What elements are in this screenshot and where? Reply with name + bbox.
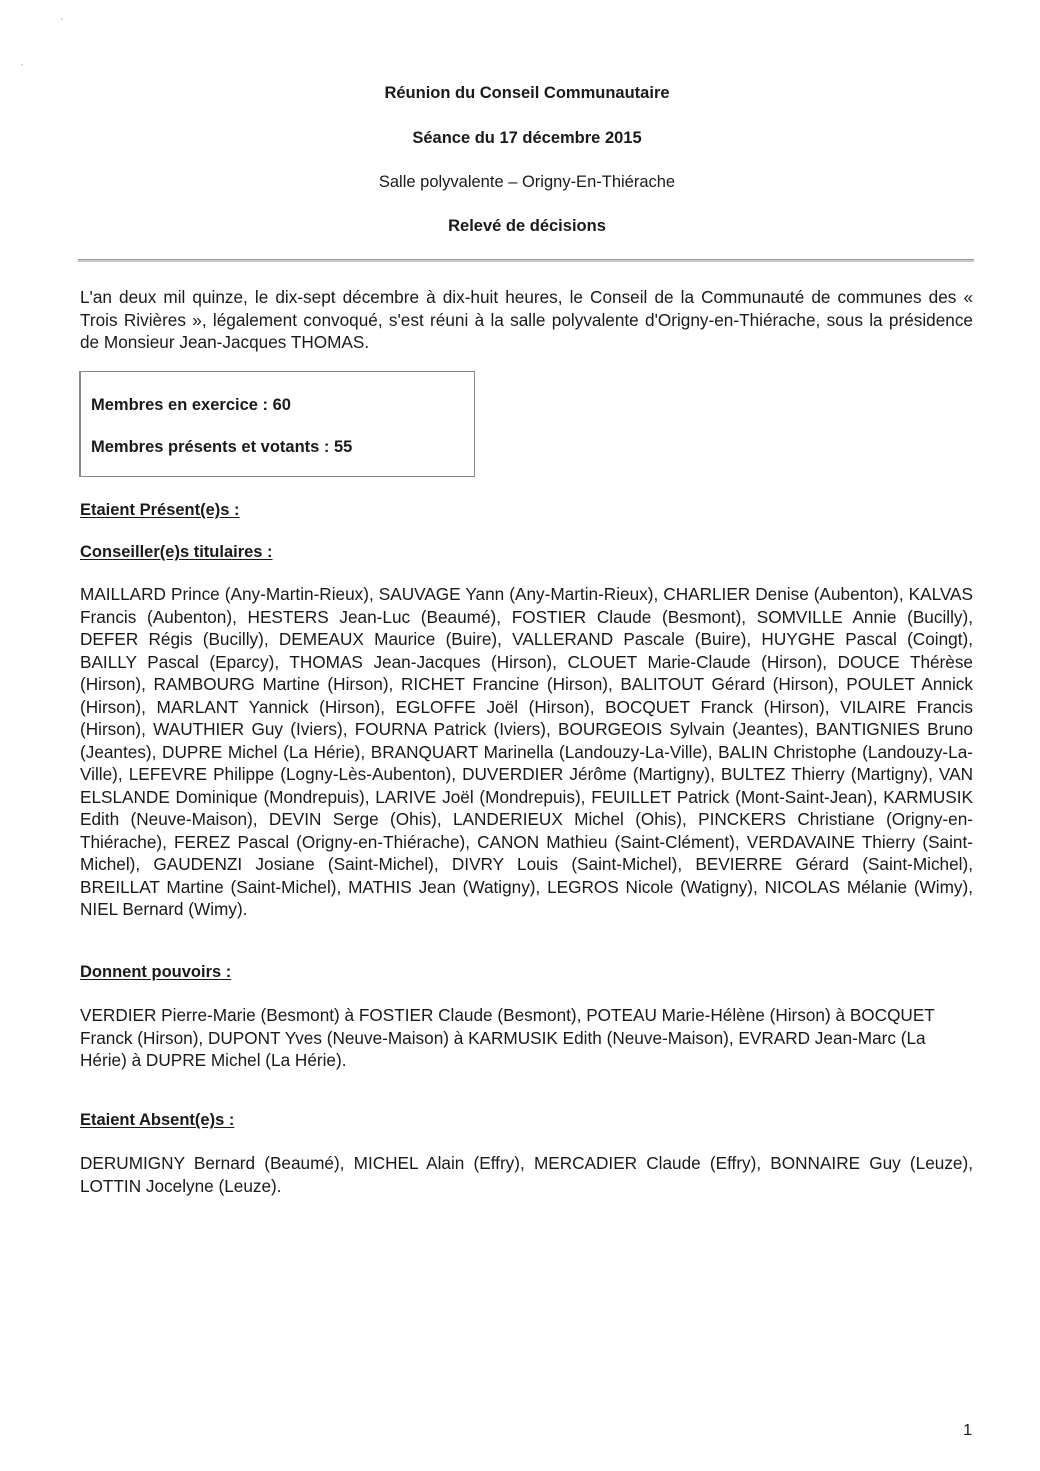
document-subtitle: Relevé de décisions [448,217,606,235]
intro-paragraph: L'an deux mil quinze, le dix-sept décembre à dix-huit heures, le Conseil de la Communauté de communes des « Trois Rivières », légalement convoqué, s'est réuni à la salle polyvalente d'Origny-en-Thiérache, sous la présidence de Monsieur Jean-Jacques THOMAS. [80,287,973,352]
scan-speck [21,64,23,66]
scan-speck [61,18,63,20]
venue: Salle polyvalente – Origny-En-Thiérache [378,173,676,191]
header-divider [78,259,974,262]
present-heading: Etaient Présent(e)s : [80,501,240,519]
pouvoirs-heading: Donnent pouvoirs : [80,963,232,981]
pouvoirs-list: VERDIER Pierre-Marie (Besmont) à FOSTIER Claude (Besmont), POTEAU Marie-Hélène (Hirson) à BOCQUET Franck (Hirson), DUPONT Yves (Neuve-Maison) à KARMUSIK Edith (Neuve-Maison), EVRARD Jean-Marc (La Hérie) à DUPRE Michel (La Hérie). [80,1005,935,1070]
document-title: Réunion du Conseil Communautaire [384,84,670,102]
absent-heading: Etaient Absent(e)s : [80,1111,235,1129]
members-summary-box [79,371,475,477]
absent-list: DERUMIGNY Bernard (Beaumé), MICHEL Alain (Effry), MERCADIER Claude (Effry), BONNAIRE Guy (Leuze), LOTTIN Jocelyne (Leuze). [80,1153,973,1196]
titulaires-heading: Conseiller(e)s titulaires : [80,543,273,561]
members-in-office: Membres en exercice : 60 [91,396,291,414]
titulaires-list: MAILLARD Prince (Any-Martin-Rieux), SAUVAGE Yann (Any-Martin-Rieux), CHARLIER Denise (Aubenton), KALVAS Francis (Aubenton), HESTERS Jean-Luc (Beaumé), FOSTIER Claude (Besmont), SOMVILLE Annie (Bucilly), DEFER Régis (Bucilly), DEMEAUX Maurice (Buire), VALLERAND Pascale (Buire), HUYGHE Pascal (Coingt), BAILLY Pascal (Eparcy), THOMAS Jean-Jacques (Hirson), CLOUET Marie-Claude (Hirson), DOUCE Thérèse (Hirson), RAMBOURG Martine (Hirson), RICHET Francine (Hirson), BALITOUT Gérard (Hirson), POULET Annick (Hirson), MARLANT Yannick (Hirson), EGLOFFE Joël (Hirson), BOCQUET Franck (Hirson), VILAIRE Francis (Hirson), WAUTHIER Guy (Iviers), FOURNA Patrick (Iviers), BOURGEOIS Sylvain (Jeantes), BANTIGNIES Bruno (Jeantes), DUPRE Michel (La Hérie), BRANQUART Marinella (Landouzy-La-Ville), BALIN Christophe (Landouzy-La-Ville), LEFEVRE Philippe (Logny-Lès-Aubenton), DUVERDIER Jérôme (Martigny), BULTEZ Thierry (Martigny), VAN ELSLANDE Dominique (Mondrepuis), LARIVE Joël (Mondrepuis), FEUILLET Patrick (Mont-Saint-Jean), KARMUSIK Edith (Neuve-Maison), DEVIN Serge (Ohis), LANDERIEUX Michel (Ohis), PINCKERS Christiane (Origny-en-Thiérache), FEREZ Pascal (Origny-en-Thiérache), CANON Mathieu (Saint-Clément), VERDAVAINE Thierry (Saint-Michel), GAUDENZI Josiane (Saint-Michel), DIVRY Louis (Saint-Michel), BEVIERRE Gérard (Saint-Michel), BREILLAT Martine (Saint-Michel), MATHIS Jean (Watigny), LEGROS Nicole (Watigny), NICOLAS Mélanie (Wimy), NIEL Bernard (Wimy). [80,584,973,919]
members-present: Membres présents et votants : 55 [91,438,353,456]
page-number: 1 [963,1422,972,1439]
session-date: Séance du 17 décembre 2015 [412,129,642,147]
